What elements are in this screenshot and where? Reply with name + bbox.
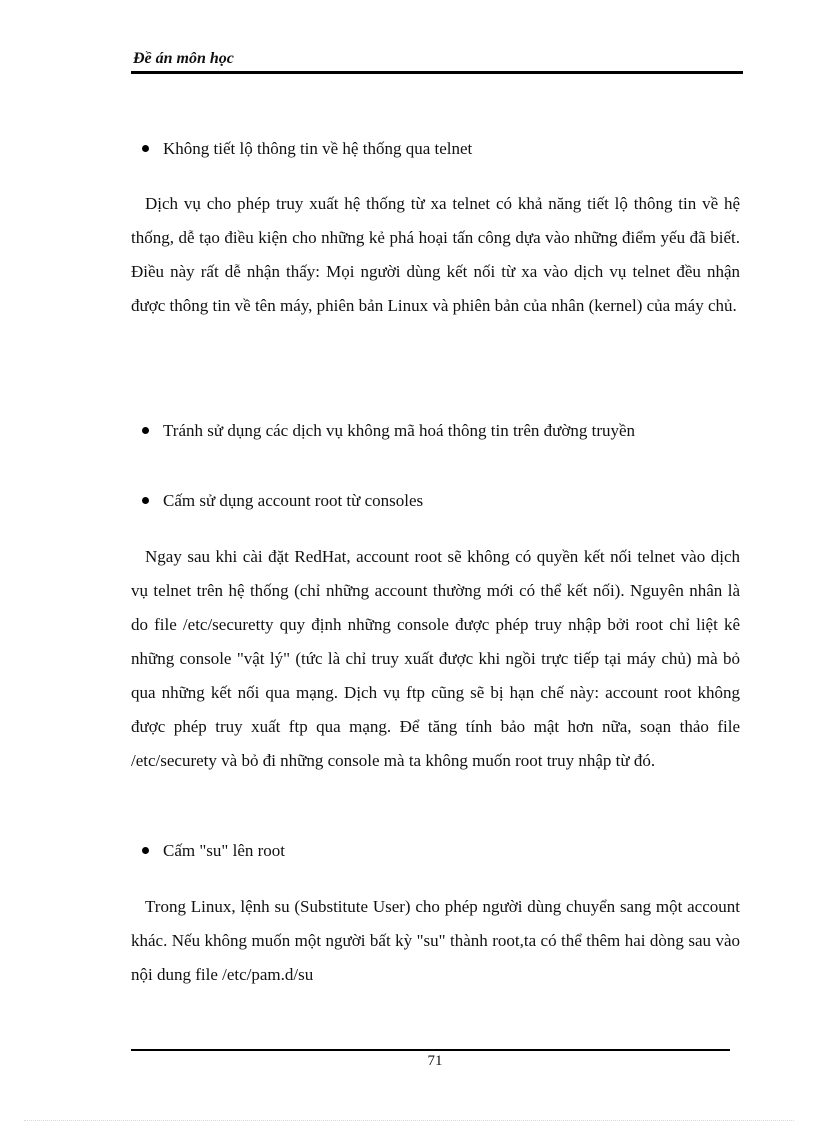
bullet-item: [142, 138, 472, 160]
bullet-icon: [142, 427, 149, 434]
paragraph: Dịch vụ cho phép truy xuất hệ thống từ xa telnet có khả năng tiết lộ thông tin về hệ thống, dễ tạo điều kiện cho những kẻ phá hoại tấn công dựa vào những điểm yếu đã biết. Điều này rất dễ nhận thấy: Mọi người dùng kết nối từ xa vào dịch vụ telnet đều nhận được thông tin về tên máy, phiên bản Linux và phiên bản của nhân (kernel) của máy chủ.: [131, 194, 740, 315]
footer-divider: [131, 1049, 730, 1051]
paragraph: Trong Linux, lệnh su (Substitute User) cho phép người dùng chuyển sang một account khác. Nếu không muốn một người bất kỳ "su" thành root,ta có thể thêm hai dòng sau vào nội dung file /etc/pam.d/su: [131, 897, 740, 984]
bullet-icon: [142, 847, 149, 854]
page-header-title: Đề án môn học: [133, 50, 234, 67]
bullet-icon: [142, 145, 149, 152]
bullet-item: [142, 840, 285, 862]
bullet-text: Tránh sử dụng các dịch vụ không mã hoá thông tin trên đường truyền: [163, 421, 636, 440]
header-divider: [131, 71, 743, 74]
page-edge: [24, 1120, 794, 1121]
page-number: 71: [427, 1053, 443, 1069]
bullet-item: [142, 490, 423, 512]
bullet-text: Cấm "su" lên root: [163, 841, 286, 860]
paragraph: Ngay sau khi cài đặt RedHat, account root sẽ không có quyền kết nối telnet vào dịch vụ telnet trên hệ thống (chỉ những account thường mới có thể kết nối). Nguyên nhân là do file /etc/securetty quy định những console được phép truy nhập bởi root chỉ liệt kê những console "vật lý" (tức là chỉ truy xuất được khi ngồi trực tiếp tại máy chủ) mà bỏ qua những kết nối qua mạng. Dịch vụ ftp cũng sẽ bị hạn chế này: account root không được phép truy xuất ftp qua mạng. Để tăng tính bảo mật hơn nữa, soạn thảo file /etc/securety và bỏ đi những console mà ta không muốn root truy nhập từ đó.: [131, 547, 740, 770]
bullet-icon: [142, 497, 149, 504]
bullet-text: Cấm sử dụng account root từ consoles: [163, 491, 424, 510]
bullet-text: Không tiết lộ thông tin về hệ thống qua telnet: [163, 139, 473, 158]
bullet-item: [142, 420, 635, 442]
